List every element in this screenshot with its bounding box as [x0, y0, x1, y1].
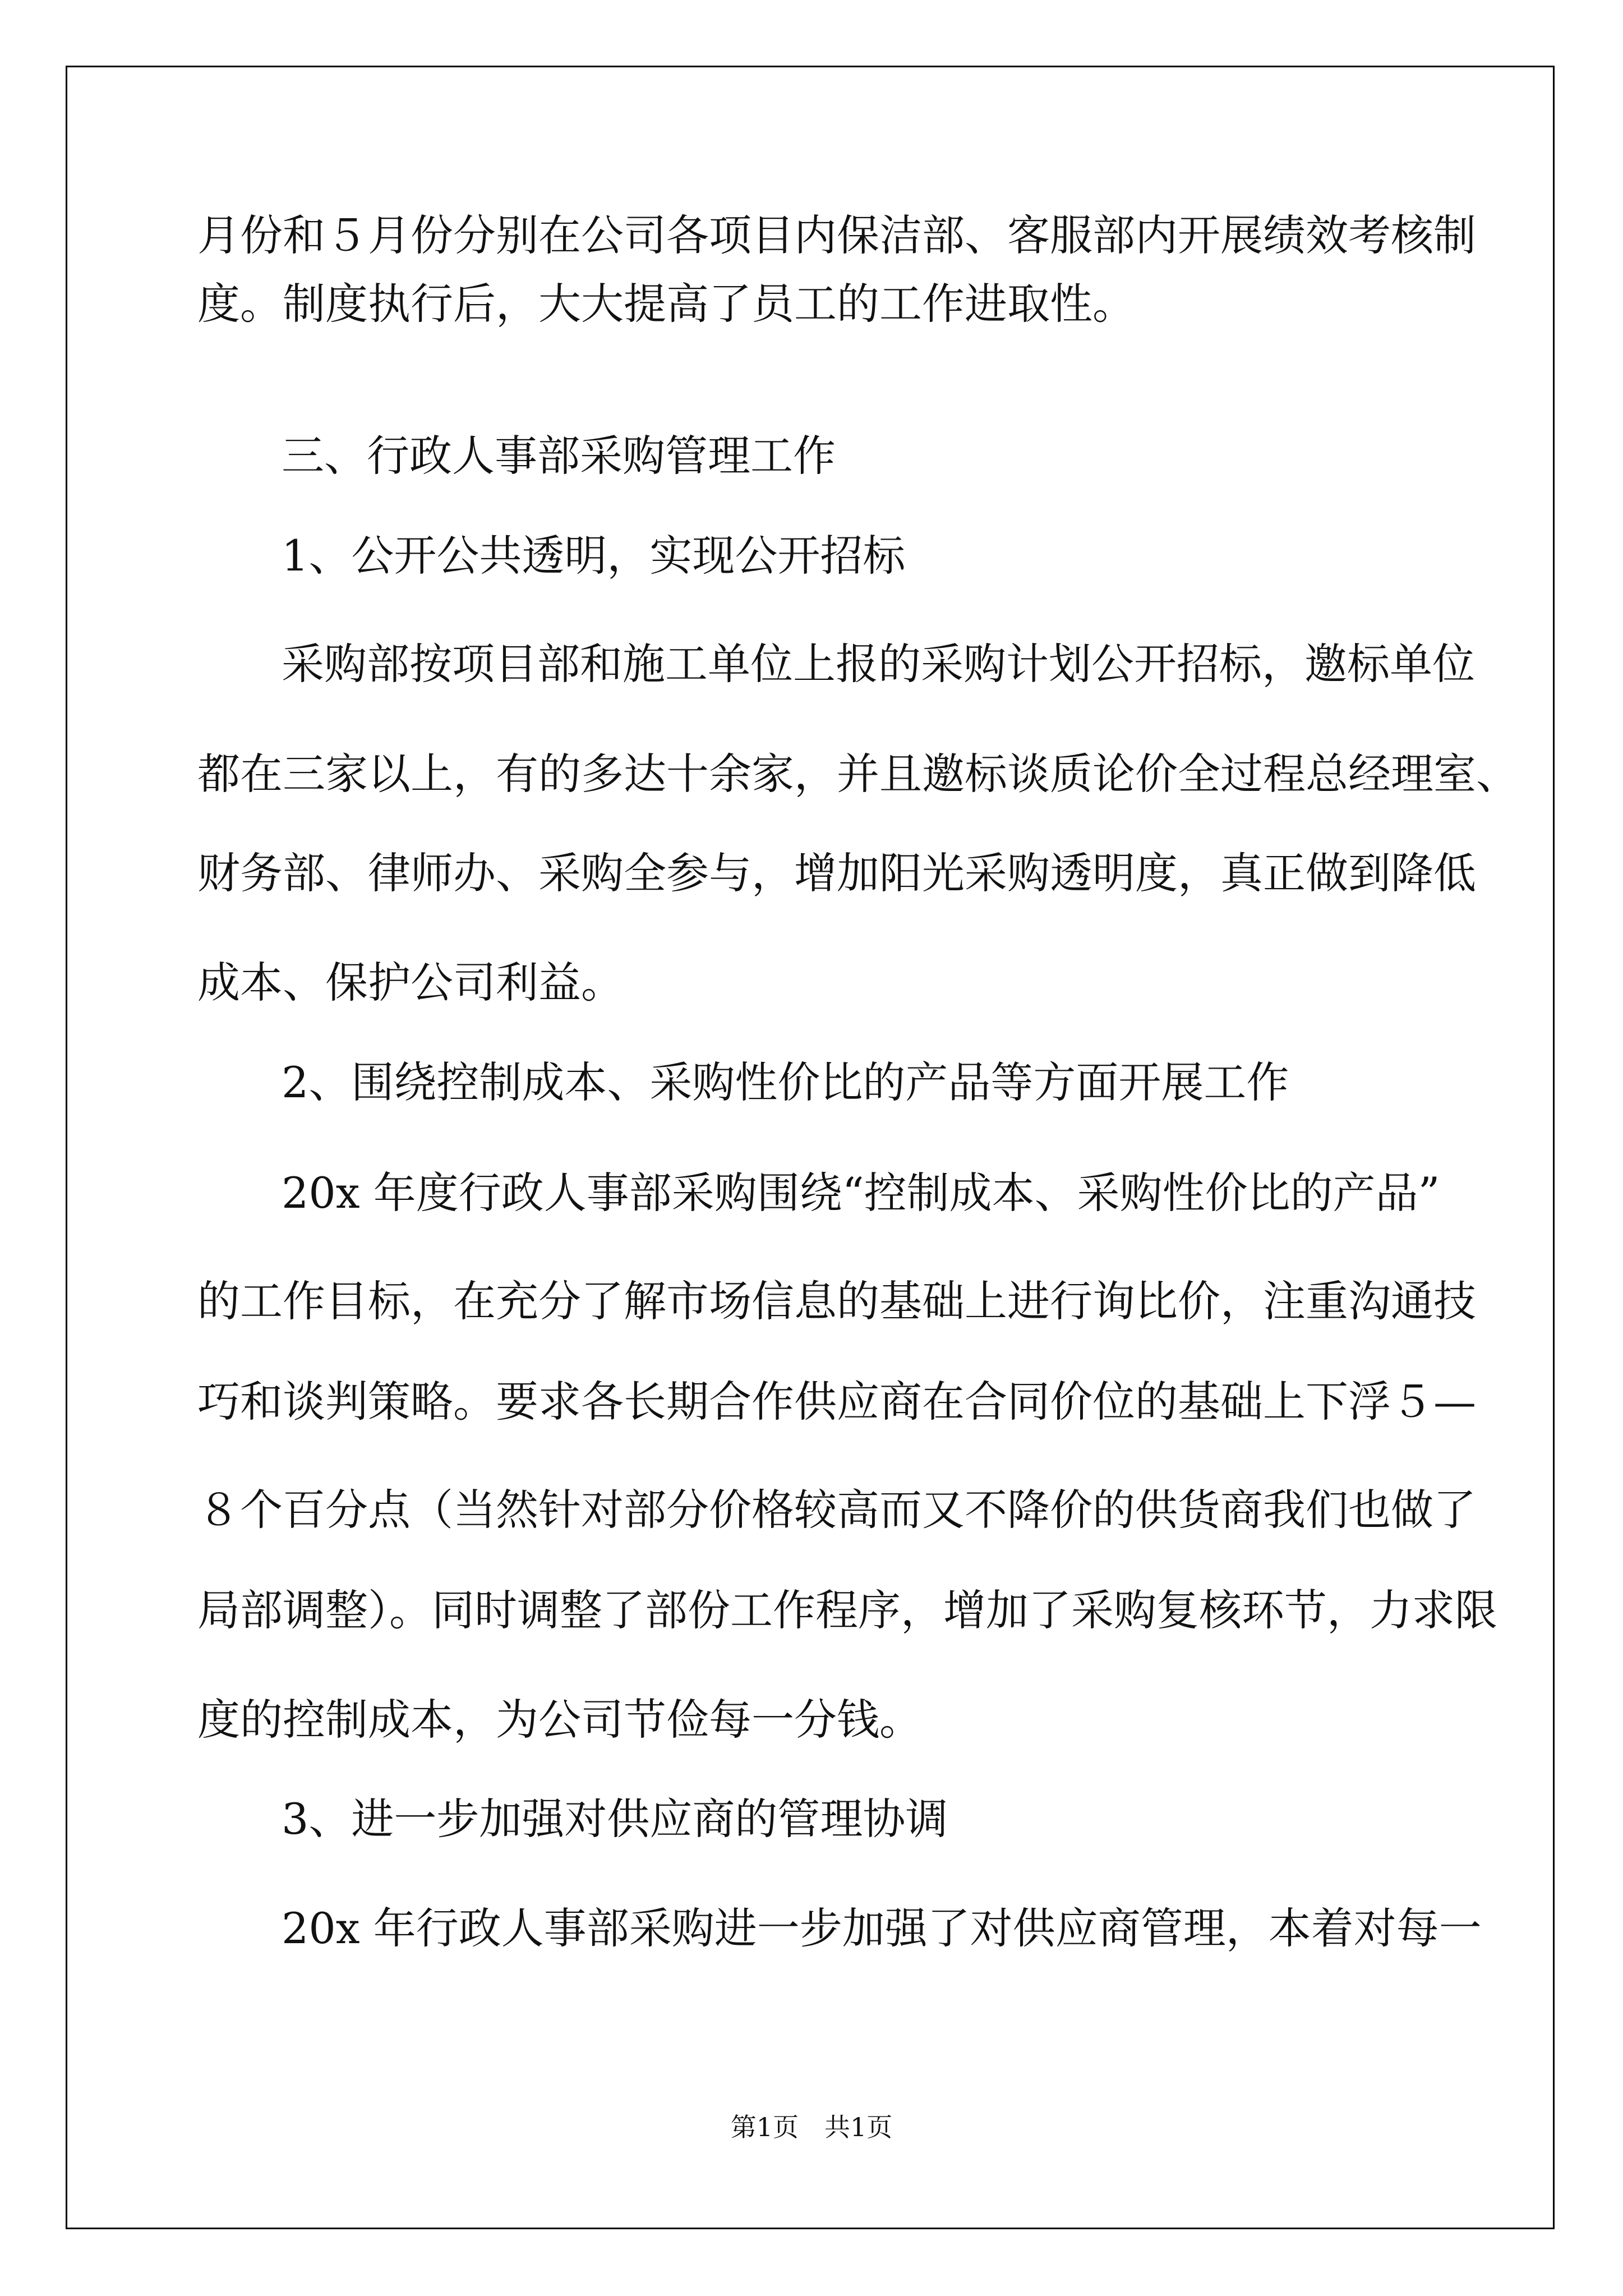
- subsection-heading: 2、围绕控制成本、采购性价比的产品等方面开展工作: [282, 1057, 1289, 1107]
- page-number-footer: 第1页 共1页: [730, 2112, 893, 2142]
- subsection-heading: 1、公开公共透明，实现公开招标: [282, 531, 906, 581]
- text-line: 月份和５月份分别在公司各项目内保洁部、客服部内开展绩效考核制: [197, 210, 1476, 260]
- text-line: 都在三家以上，有的多达十余家，并且邀标谈质论价全过程总经理室、: [197, 749, 1519, 799]
- section-heading: 三、行政人事部采购管理工作: [282, 431, 836, 481]
- text-line: 采购部按项目部和施工单位上报的采购计划公开招标，邀标单位: [282, 639, 1475, 689]
- text-line: 财务部、律师办、采购全参与，增加阳光采购透明度，真正做到降低: [197, 848, 1476, 898]
- text-line: ８个百分点（当然针对部分价格较高而又不降价的供货商我们也做了: [197, 1485, 1476, 1535]
- text-line: 局部调整）。同时调整了部份工作程序，增加了采购复核环节，力求限: [197, 1585, 1497, 1635]
- text-line: 度的控制成本，为公司节俭每一分钱。: [197, 1695, 922, 1745]
- text-line: 成本、保护公司利益。: [197, 958, 624, 1007]
- text-line: 的工作目标，在充分了解市场信息的基础上进行询比价，注重沟通技: [197, 1276, 1476, 1326]
- text-line: 20x 年行政人事部采购进一步加强了对供应商管理，本着对每一: [282, 1903, 1482, 1953]
- subsection-heading: 3、进一步加强对供应商的管理协调: [282, 1794, 948, 1844]
- text-line: 度。制度执行后，大大提高了员工的工作进取性。: [197, 279, 1135, 329]
- text-line: 巧和谈判策略。要求各长期合作供应商在合同价位的基础上下浮５—: [197, 1377, 1476, 1427]
- text-line: 20x 年度行政人事部采购围绕“控制成本、采购性价比的产品”: [282, 1168, 1440, 1218]
